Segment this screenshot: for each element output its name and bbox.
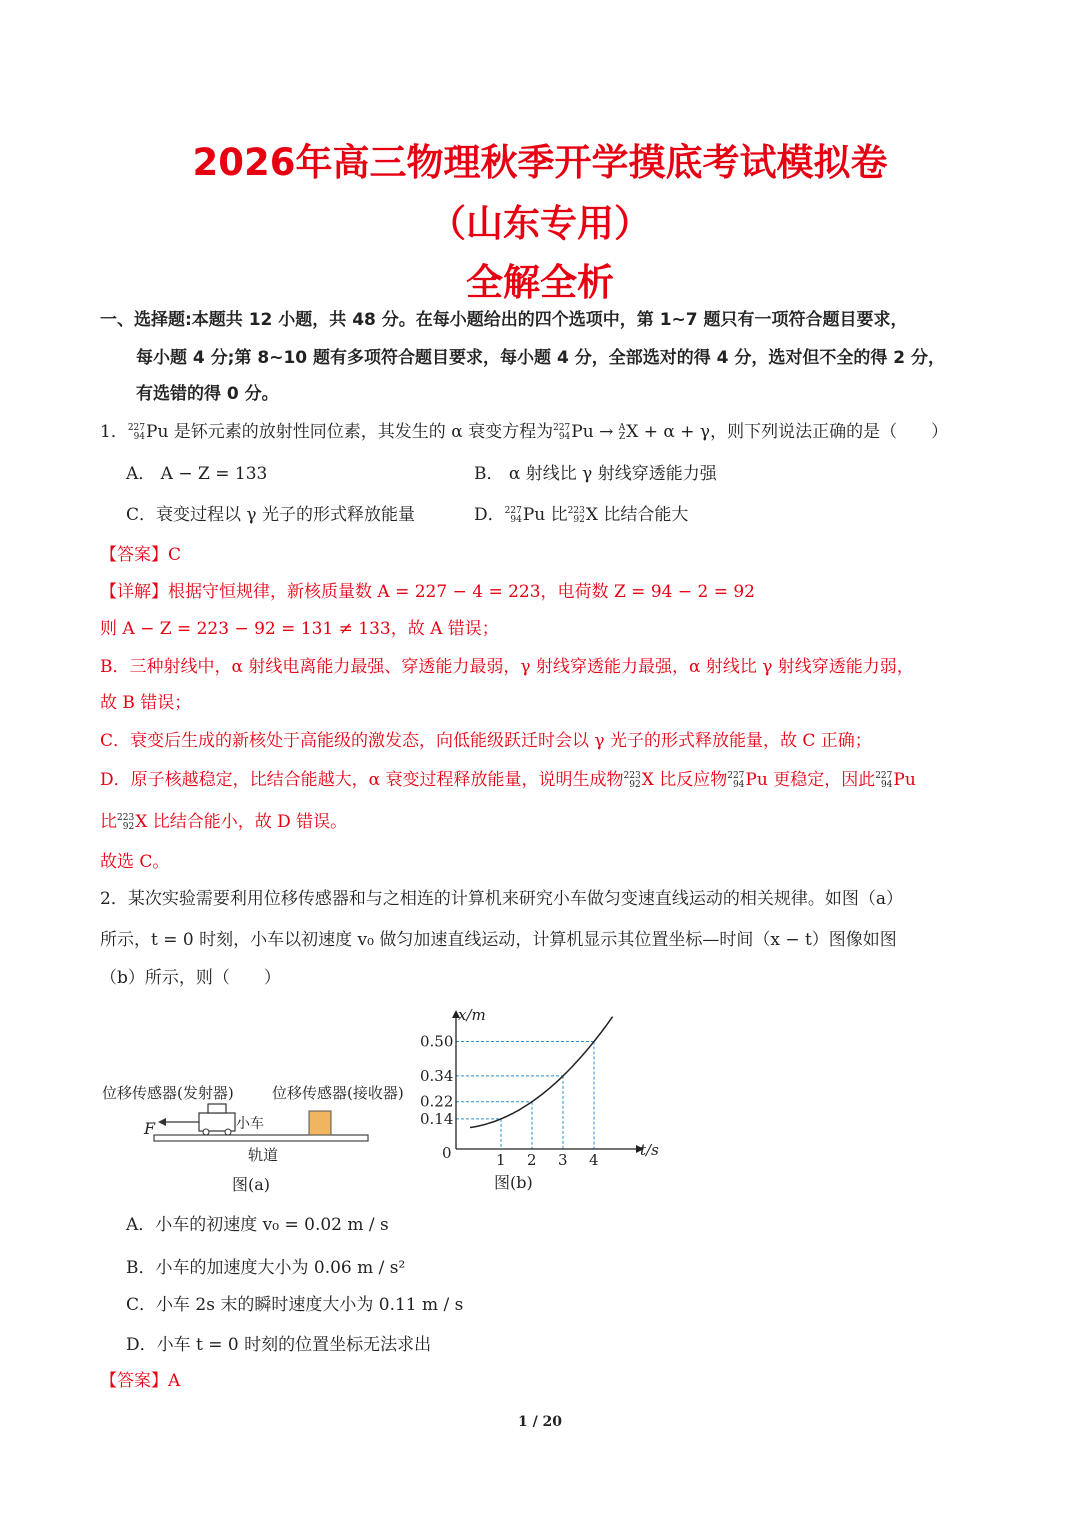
q1-detail-7-a: 比 <box>100 812 117 832</box>
figure-b-caption: 图(b) <box>494 1173 533 1192</box>
q2-option-b[interactable]: B．小车的加速度大小为 0.06 m / s² <box>126 1258 406 1278</box>
cart-label: 小车 <box>236 1116 264 1132</box>
section-line-3: 有选错的得 0 分。 <box>136 384 279 404</box>
q2-answer: 【答案】A <box>100 1371 181 1391</box>
q1-number: 1． <box>100 422 128 442</box>
nuclide-pu: 227 94 <box>504 505 522 525</box>
receiver-label: 位移传感器(接收器) <box>272 1084 404 1102</box>
figure-a <box>96 1070 416 1200</box>
nuclide-pu: 227 94 <box>875 770 893 790</box>
q1-option-d-label: D． <box>474 505 505 525</box>
q1-option-a[interactable]: A． A − Z = 133 <box>126 464 268 484</box>
figure-a-caption: 图(a) <box>232 1175 271 1194</box>
x-tick-label: 3 <box>558 1151 568 1169</box>
q1-detail-6-d: Pu <box>893 770 916 790</box>
y-axis-label: x/m <box>458 1006 486 1024</box>
q2-stem-2: 所示，t = 0 时刻，小车以初速度 v₀ 做匀加速直线运动，计算机显示其位置坐标—时间（x − t）图像如图 <box>100 930 897 950</box>
q1-option-d-text-b: Pu 比 <box>522 505 568 525</box>
section-line-1: 一、选择题:本题共 12 小题，共 48 分。在每小题给出的四个选项中，第 1~7 题只有一项符合题目要求， <box>100 310 908 330</box>
nuclide-x: A Z <box>618 422 626 442</box>
q1-answer: 【答案】C <box>100 545 182 565</box>
q1-detail-6-a: D．原子核越稳定，比结合能越大，α 衰变过程释放能量，说明生成物 <box>100 770 624 790</box>
series-curve <box>470 1017 613 1128</box>
nuclide-x: 223 92 <box>623 770 641 790</box>
emitter-label: 位移传感器(发射器) <box>102 1084 234 1102</box>
arrow-head-icon <box>158 1118 166 1126</box>
q1-detail-6-c: Pu 更稳定，因此 <box>745 770 876 790</box>
section-line-2: 每小题 4 分;第 8~10 题有多项符合题目要求，每小题 4 分，全部选对的得 4 分，选对但不全的得 2 分， <box>136 348 946 368</box>
nuclide-x: 223 92 <box>117 812 135 832</box>
q2-option-d[interactable]: D．小车 t = 0 时刻的位置坐标无法求出 <box>126 1335 432 1355</box>
q1-option-d-text-c: X 比结合能大 <box>585 505 689 525</box>
doc-subtitle: （山东专用） <box>429 202 651 245</box>
q1-option-c[interactable]: C．衰变过程以 γ 光子的形式释放能量 <box>126 505 415 525</box>
doc-title: 2026年高三物理秋季开学摸底考试模拟卷 <box>192 141 888 184</box>
cart-wheel <box>203 1129 209 1135</box>
q1-detail-4: 故 B 错误； <box>100 693 192 713</box>
cart-wheel <box>225 1129 231 1135</box>
force-label: F <box>144 1119 156 1138</box>
q1-detail-7 <box>100 810 347 834</box>
q1-detail-2: 则 A − Z = 223 − 92 = 131 ≠ 133，故 A 错误； <box>100 619 499 639</box>
y-tick-label: 0.34 <box>420 1066 454 1085</box>
origin-label: 0 <box>442 1144 452 1162</box>
figure-b-chart <box>408 1000 668 1200</box>
q1-detail-7-b: X 比结合能小，故 D 错误。 <box>135 812 348 832</box>
y-tick-label: 0.22 <box>420 1092 454 1111</box>
x-tick-label: 2 <box>527 1151 537 1169</box>
q1-detail-1: 【详解】根据守恒规律，新核质量数 A = 227 − 4 = 223，电荷数 Z = 94 − 2 = 92 <box>100 582 755 602</box>
track <box>154 1135 368 1141</box>
q1-stem-text-c: X + α + γ，则下列说法正确的是（ ） <box>626 422 949 442</box>
y-tick-label: 0.14 <box>420 1109 454 1128</box>
guide-lines <box>456 1042 594 1150</box>
q1-detail-6 <box>100 768 916 792</box>
q1-stem <box>100 420 948 444</box>
q1-stem-text-a: Pu 是钚元素的放射性同位素，其发生的 α 衰变方程为 <box>146 422 554 442</box>
q1-detail-3: B．三种射线中，α 射线电离能力最强、穿透能力最弱，γ 射线穿透能力最强，α 射线比 γ 射线穿透能力弱， <box>100 657 914 677</box>
q1-option-d[interactable] <box>474 503 688 527</box>
nuclide-x: 223 92 <box>567 505 585 525</box>
nuclide-pu: 227 94 <box>727 770 745 790</box>
q1-stem-text-b: Pu <box>571 422 594 442</box>
cart-body <box>199 1113 235 1131</box>
nuclide-pu: 227 94 <box>553 422 571 442</box>
q1-option-b[interactable]: B． α 射线比 γ 射线穿透能力强 <box>474 464 717 484</box>
q2-stem-3: （b）所示，则（ ） <box>100 968 281 988</box>
arrow-icon: → <box>593 422 619 442</box>
page-number: 1 / 20 <box>517 1414 563 1430</box>
q1-detail-8: 故选 C。 <box>100 852 170 872</box>
x-tick-label: 1 <box>496 1151 506 1169</box>
x-axis-label: t/s <box>640 1141 659 1159</box>
x-tick-label: 4 <box>589 1151 599 1169</box>
q2-option-a[interactable]: A．小车的初速度 v₀ = 0.02 m / s <box>126 1215 389 1235</box>
track-label: 轨道 <box>248 1146 279 1164</box>
q2-option-c[interactable]: C．小车 2s 末的瞬时速度大小为 0.11 m / s <box>126 1295 464 1315</box>
y-tick-label: 0.50 <box>420 1032 454 1051</box>
q1-detail-5: C．衰变后生成的新核处于高能级的激发态，向低能级跃迁时会以 γ 光子的形式释放能量，故 C 正确； <box>100 731 872 751</box>
q1-detail-6-b: X 比反应物 <box>641 770 728 790</box>
q2-stem-1: 2．某次实验需要利用位移传感器和与之相连的计算机来研究小车做匀变速直线运动的相关规律。如图（a） <box>100 889 903 909</box>
cart-sensor <box>208 1104 226 1113</box>
nuclide-pu: 227 94 <box>127 422 146 442</box>
receiver-block <box>309 1111 331 1135</box>
doc-label: 全解全析 <box>466 261 614 304</box>
